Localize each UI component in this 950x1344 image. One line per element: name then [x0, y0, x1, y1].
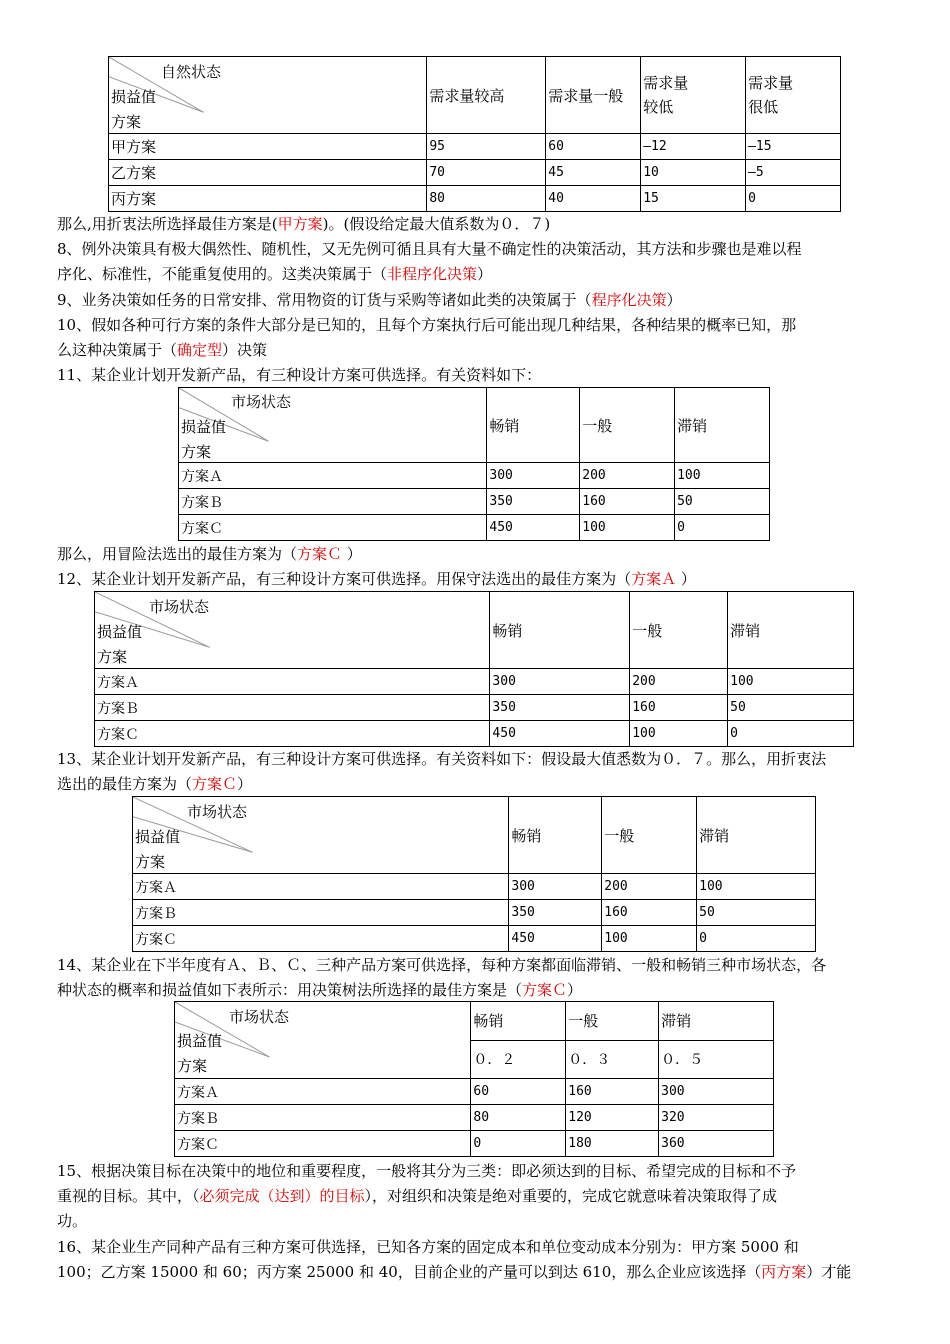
- decision-table-q12: [94, 591, 854, 747]
- question-11-answer: 那么，用冒险法选出的最佳方案为（方案Ｃ ）: [57, 545, 362, 563]
- cell-value: —5: [746, 160, 841, 186]
- question-12: 12、某企业计划开发新产品，有三种设计方案可供选择。用保守法选出的最佳方案为（方案Ａ ）: [57, 570, 696, 588]
- column-header: 一般: [580, 388, 675, 463]
- row-label: 乙方案: [109, 160, 427, 186]
- header-value-label: 损益值: [135, 828, 181, 846]
- cell-value: 450: [490, 721, 630, 747]
- row-label: 方案Ａ: [95, 669, 490, 695]
- cell-value: 320: [659, 1105, 774, 1131]
- header-state-label: 市场状态: [149, 598, 210, 616]
- cell-value: 300: [490, 669, 630, 695]
- column-header: 一般: [602, 797, 697, 874]
- table-row: [175, 1131, 774, 1157]
- probability-value: ０．２: [471, 1040, 566, 1079]
- cell-value: 120: [566, 1105, 659, 1131]
- cell-value: 50: [697, 900, 816, 926]
- question-8-line2: 序化、标准性，不能重复使用的。这类决策属于（非程序化决策）: [57, 265, 493, 283]
- question-9: 9、业务决策如任务的日常安排、常用物资的订货与采购等诸如此类的决策属于（程序化决策）: [57, 291, 682, 309]
- cell-value: 450: [509, 926, 602, 952]
- question-16-line2: 100；乙方案 15000 和 60；丙方案 25000 和 40，目前企业的产量可以到达 610，那么企业应该选择（丙方案）才能: [57, 1263, 852, 1281]
- cell-value: 0: [697, 926, 816, 952]
- cell-value: 100: [697, 874, 816, 900]
- header-plan-label: 方案: [135, 853, 166, 871]
- cell-value: 50: [728, 695, 854, 721]
- header-state-label: 市场状态: [231, 393, 292, 411]
- cell-value: 60: [546, 134, 641, 160]
- cell-value: 0: [728, 721, 854, 747]
- row-label: 方案Ａ: [175, 1079, 471, 1105]
- cell-value: —12: [641, 134, 746, 160]
- column-header: 畅销: [509, 797, 602, 874]
- header-state-label: 市场状态: [187, 803, 248, 821]
- row-label: 方案Ａ: [179, 463, 487, 489]
- header-state-label: 自然状态: [161, 63, 222, 81]
- cell-value: 350: [490, 695, 630, 721]
- header-state-label: 市场状态: [229, 1008, 290, 1026]
- table-row: [95, 721, 854, 747]
- row-label: 方案Ｂ: [179, 489, 487, 515]
- cell-value: 180: [566, 1131, 659, 1157]
- header-plan-label: 方案: [181, 443, 212, 461]
- cell-value: 160: [566, 1079, 659, 1105]
- row-label: 方案Ｂ: [133, 900, 509, 926]
- column-header: 需求量 很低: [746, 57, 841, 134]
- table-row: [95, 669, 854, 695]
- table-row: [175, 1079, 774, 1105]
- cell-value: 100: [728, 669, 854, 695]
- cell-value: 80: [427, 186, 546, 212]
- question-16: 16、某企业生产同种产品有三种方案可供选择，已知各方案的固定成本和单位变动成本分别为：甲方案 5000 和: [57, 1238, 799, 1256]
- decision-table-q13: [132, 796, 816, 952]
- cell-value: 50: [675, 489, 770, 515]
- diagonal-header-cell: [109, 57, 427, 134]
- header-value-label: 损益值: [181, 418, 227, 436]
- question-15: 15、根据决策目标在决策中的地位和重要程度，一般将其分为三类：即必须达到的目标、希望完成的目标和不予: [57, 1162, 797, 1180]
- probability-value: ０．５: [659, 1040, 774, 1079]
- table-row: [179, 489, 770, 515]
- table-row: [109, 160, 841, 186]
- cell-value: 45: [546, 160, 641, 186]
- cell-value: 160: [580, 489, 675, 515]
- cell-value: 0: [471, 1131, 566, 1157]
- question-13-line2: 选出的最佳方案为（方案Ｃ）: [57, 775, 253, 793]
- diagonal-header-cell: [95, 592, 490, 669]
- column-header: 需求量 较低: [641, 57, 746, 134]
- table-row: [175, 1105, 774, 1131]
- cell-value: 350: [509, 900, 602, 926]
- cell-value: 95: [427, 134, 546, 160]
- question-10: 10、假如各种可行方案的条件大部分是已知的，且每个方案执行后可能出现几种结果，各种结果的概率已知，那: [57, 316, 797, 334]
- cell-value: —15: [746, 134, 841, 160]
- header-value-label: 损益值: [111, 88, 157, 106]
- table-row: [133, 900, 816, 926]
- table-row: [133, 874, 816, 900]
- row-label: 丙方案: [109, 186, 427, 212]
- row-label: 方案Ｃ: [133, 926, 509, 952]
- cell-value: 300: [509, 874, 602, 900]
- column-header: 滞销: [675, 388, 770, 463]
- decision-table-q14: [174, 1001, 774, 1157]
- column-header: 一般: [630, 592, 728, 669]
- table-row: [95, 695, 854, 721]
- row-label: 方案Ｃ: [179, 515, 487, 541]
- row-label: 方案Ｃ: [95, 721, 490, 747]
- cell-value: 10: [641, 160, 746, 186]
- cell-value: 70: [427, 160, 546, 186]
- column-header: 滞销: [728, 592, 854, 669]
- cell-value: 15: [641, 186, 746, 212]
- cell-value: 100: [580, 515, 675, 541]
- row-label: 方案Ｃ: [175, 1131, 471, 1157]
- cell-value: 100: [675, 463, 770, 489]
- question-14-line2: 种状态的概率和损益值如下表所示：用决策树法所选择的最佳方案是（方案Ｃ）: [57, 981, 583, 999]
- header-plan-label: 方案: [97, 648, 128, 666]
- cell-value: 300: [659, 1079, 774, 1105]
- decision-table-q11: [178, 387, 770, 541]
- column-header: 滞销: [697, 797, 816, 874]
- diagonal-header-cell: [175, 1002, 471, 1079]
- column-header: 畅销: [471, 1002, 566, 1041]
- probability-value: ０．３: [566, 1040, 659, 1079]
- column-header: 畅销: [490, 592, 630, 669]
- table-row: [109, 186, 841, 212]
- question-15-line3: 功。: [57, 1212, 88, 1230]
- diagonal-header-cell: [133, 797, 509, 874]
- cell-value: 200: [602, 874, 697, 900]
- row-label: 甲方案: [109, 134, 427, 160]
- column-header: 需求量一般: [546, 57, 641, 134]
- question-10-line2: 么这种决策属于（确定型）决策: [57, 341, 268, 359]
- question-15-line2: 重视的目标。其中，（必须完成（达到）的目标），对组织和决策是绝对重要的，完成它就意味着决策取得了成: [57, 1187, 778, 1205]
- header-plan-label: 方案: [111, 113, 142, 131]
- cell-value: 40: [546, 186, 641, 212]
- row-label: 方案Ｂ: [175, 1105, 471, 1131]
- header-plan-label: 方案: [177, 1057, 208, 1075]
- header-value-label: 损益值: [97, 623, 143, 641]
- table-row: [179, 515, 770, 541]
- cell-value: 100: [630, 721, 728, 747]
- question-7-answer: 那么,用折衷法所选择最佳方案是(甲方案)。(假设给定最大值系数为０．７): [57, 215, 551, 233]
- question-11: 11、某企业计划开发新产品，有三种设计方案可供选择。有关资料如下：: [57, 366, 542, 384]
- table-row: [133, 926, 816, 952]
- cell-value: 450: [487, 515, 580, 541]
- question-14: 14、某企业在下半年度有Ａ、Ｂ、Ｃ、三种产品方案可供选择，每种方案都面临滞销、一般和畅销三种市场状态，各: [57, 956, 827, 974]
- cell-value: 200: [580, 463, 675, 489]
- column-header: 需求量较高: [427, 57, 546, 134]
- question-13: 13、某企业计划开发新产品，有三种设计方案可供选择。有关资料如下：假设最大值悉数为０．７。那么，用折衷法: [57, 750, 827, 768]
- column-header: 畅销: [487, 388, 580, 463]
- decision-table-natural-state: [108, 56, 841, 212]
- table-row: [179, 463, 770, 489]
- cell-value: 0: [746, 186, 841, 212]
- cell-value: 60: [471, 1079, 566, 1105]
- cell-value: 360: [659, 1131, 774, 1157]
- cell-value: 100: [602, 926, 697, 952]
- column-header: 一般: [566, 1002, 659, 1041]
- row-label: 方案Ａ: [133, 874, 509, 900]
- row-label: 方案Ｂ: [95, 695, 490, 721]
- column-header: 滞销: [659, 1002, 774, 1041]
- cell-value: 300: [487, 463, 580, 489]
- cell-value: 0: [675, 515, 770, 541]
- cell-value: 80: [471, 1105, 566, 1131]
- cell-value: 160: [602, 900, 697, 926]
- cell-value: 350: [487, 489, 580, 515]
- question-8: 8、例外决策具有极大偶然性、随机性，又无先例可循且具有大量不确定性的决策活动，其方法和步骤也是难以程: [57, 240, 802, 258]
- cell-value: 160: [630, 695, 728, 721]
- diagonal-header-cell: [179, 388, 487, 463]
- header-value-label: 损益值: [177, 1032, 223, 1050]
- table-row: [109, 134, 841, 160]
- cell-value: 200: [630, 669, 728, 695]
